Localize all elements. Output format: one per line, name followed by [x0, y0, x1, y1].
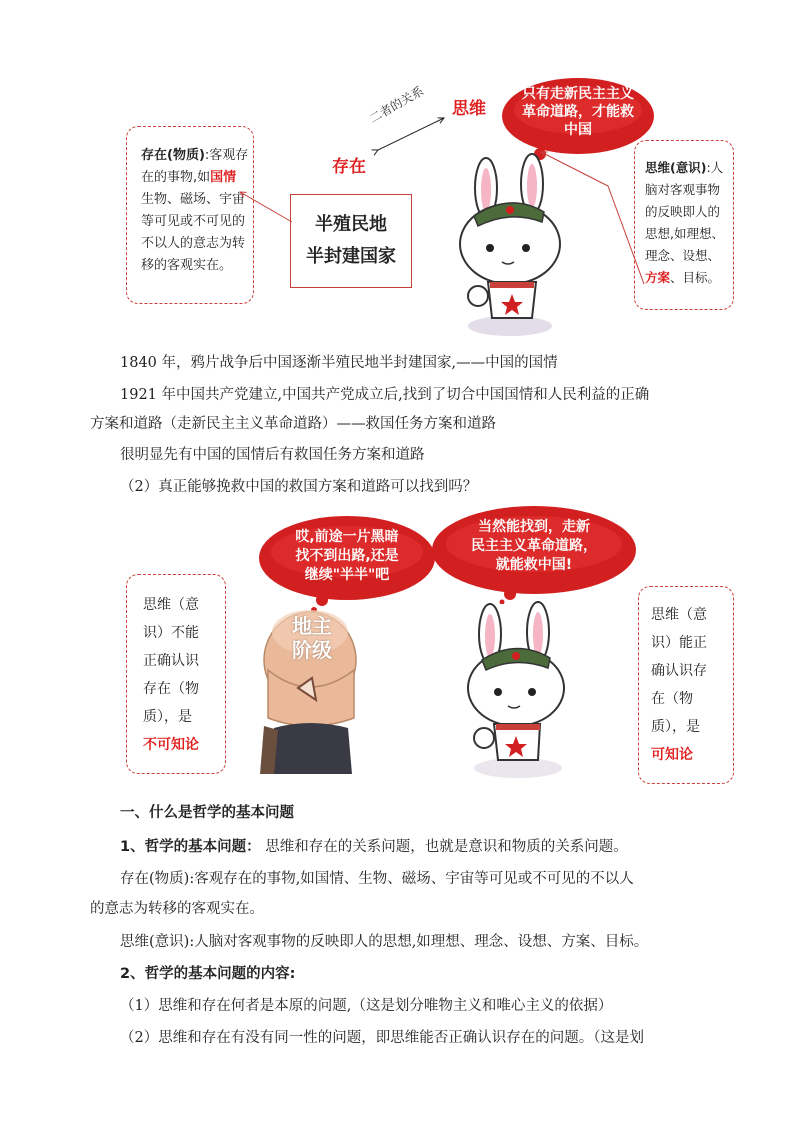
bubble-top-text: 只有走新民主主义 革命道路，才能救 中国 [522, 86, 634, 138]
semi-colonial-box: 半殖民地 半封建国家 [290, 194, 412, 288]
bubble-rabbit-text: 当然能找到，走新 民主主义革命道路， 就能救中国! [471, 519, 597, 573]
sub-item-1: （1）思维和存在何者是本原的问题,（这是划分唯物主义和唯心主义的依据） [120, 998, 613, 1014]
question-2: （2）真正能够挽救中国的救国方案和道路可以找到吗？ [120, 479, 478, 495]
paragraph-1921-b: 方案和道路（走新民主主义革命道路）——救国任务方案和道路 [90, 416, 496, 432]
item-1-text: 思维和存在的关系问题，也就是意识和物质的关系问题。 [265, 839, 628, 855]
sub-item-2: （2）思维和存在有没有同一性的问题，即思维能否正确认识存在的问题。（这是划 [120, 1030, 644, 1046]
label-existence: 存在 [332, 157, 366, 177]
definition-existence-a: 存在(物质):客观存在的事物,如国情、生物、磁场、宇宙等可见或不可见的不以人 [120, 871, 634, 887]
item-1-label: 1、哲学的基本问题： [120, 839, 261, 855]
thinking-term: 思维(意识) [645, 160, 707, 175]
thinking-definition-box: 思维(意识):人 脑对客观事物 的反映即人的 思想,如理想、 理念、设想、 方案、目标。 [634, 140, 734, 310]
section-heading: 一、什么是哲学的基本问题 [120, 805, 294, 821]
term-knowability: 可知论 [651, 747, 693, 763]
existence-term: 存在(物质) [141, 148, 205, 163]
paragraph-1840: 1840 年，鸦片战争后中国逐渐半殖民地半封建国家,——中国的国情 [120, 355, 558, 371]
term-agnosticism: 不可知论 [143, 737, 199, 753]
landlord-hat-label: 地主 阶级 [292, 614, 332, 662]
paragraph-conclusion: 很明显先有中国的国情后有救国任务方案和道路 [120, 447, 425, 463]
definition-existence-b: 的意志为转移的客观实在。 [90, 901, 264, 917]
relation-label: 二者的关系 [367, 83, 426, 126]
diagram1-connectors [0, 0, 794, 360]
bubble-landlord-text: 哎,前途一片黑暗 找不到出路,还是 继续"半半"吧 [295, 529, 399, 583]
highlight-guoqing: 国情 [210, 170, 237, 185]
label-thinking: 思维 [452, 99, 486, 119]
highlight-fangan: 方案 [645, 270, 671, 285]
agnosticism-box: 思维（意 识）不能 正确认识 存在（物 质），是 不可知论 [126, 574, 226, 774]
knowability-box: 思维（意 识）能正 确认识存 在（物 质），是 可知论 [638, 586, 734, 784]
existence-definition-box: 存在(物质):客观存 在的事物,如国情 生物、磁场、宇宙 等可见或不可见的 不以人的意志为转 移的客观实在。 [126, 126, 254, 304]
item-1 [120, 836, 628, 858]
item-2-label: 2、哲学的基本问题的内容: [120, 966, 296, 982]
definition-thinking: 思维(意识):人脑对客观事物的反映即人的思想,如理想、理念、设想、方案、目标。 [120, 934, 649, 950]
paragraph-1921-a: 1921 年中国共产党建立,中国共产党成立后,找到了切合中国国情和人民利益的正确 [120, 387, 650, 403]
rabbit-soldier-illustration-2 [460, 596, 580, 780]
rabbit-soldier-illustration [452, 150, 572, 340]
